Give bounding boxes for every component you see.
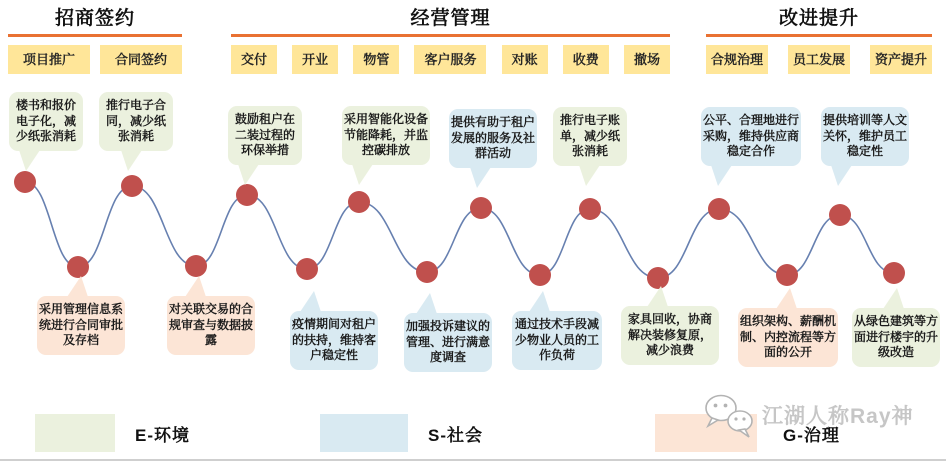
phase-title: 改进提升	[778, 8, 859, 29]
journey-dot	[236, 184, 258, 206]
callout-s	[512, 311, 602, 370]
journey-dot	[348, 191, 370, 213]
journey-dot	[416, 261, 438, 283]
callout-text: 鼓励租户在二装过程的环保举措	[234, 112, 295, 157]
journey-dot	[14, 171, 36, 193]
callout-g	[167, 296, 255, 355]
callout-e	[228, 106, 302, 165]
stage-box: 交付	[231, 45, 277, 74]
journey-dot	[883, 262, 905, 284]
callout-text: 采用智能化设备节能降耗，并监控碳排放	[344, 112, 429, 157]
legend-item-environment	[35, 414, 190, 452]
legend-label: S-社会	[428, 425, 483, 445]
callout-text: 疫情期间对租户的扶持，维持客户稳定性	[292, 317, 377, 362]
callout-tail	[121, 150, 142, 171]
stage-box: 收费	[563, 45, 609, 74]
callout-s	[404, 313, 492, 372]
callout-e	[9, 92, 83, 151]
callout-tail	[300, 291, 321, 312]
callout-e	[342, 106, 430, 165]
legend-swatch-environment	[35, 414, 115, 452]
watermark-text: 江湖人称Ray神	[762, 405, 914, 428]
callout-tail	[67, 276, 88, 297]
wave-line	[25, 182, 894, 278]
callout-tail	[238, 164, 259, 185]
callout-g	[738, 308, 838, 367]
callout-text: 推行电子合同，减少纸张消耗	[105, 98, 166, 143]
callout-text: 通过技术手段减少物业人员的工作负荷	[514, 317, 599, 362]
watermark	[700, 392, 914, 442]
callout-tail	[711, 165, 732, 186]
phase-title: 招商签约	[54, 8, 135, 29]
callout-s	[290, 311, 378, 370]
stage-box: 撤场	[624, 45, 670, 74]
journey-dot	[470, 197, 492, 219]
stage-box: 员工发展	[788, 45, 850, 74]
callout-s	[449, 109, 537, 168]
callout-text: 家具回收，协商解决装修复原，减少浪费	[627, 312, 712, 357]
callout-g	[37, 296, 125, 355]
callout-tail	[185, 276, 206, 297]
callout-text: 楼书和报价电子化，减少纸张消耗	[15, 98, 76, 143]
stage-box: 合同签约	[100, 45, 182, 74]
callout-text: 从绿色建筑等方面进行楼宇的升级改造	[854, 314, 939, 359]
callout-tail	[883, 288, 904, 309]
callout-text: 加强投诉建议的管理、进行满意度调查	[406, 319, 491, 364]
journey-dot	[185, 255, 207, 277]
journey-dot	[776, 264, 798, 286]
journey-dot	[296, 258, 318, 280]
callout-text: 采用管理信息系统进行合同审批及存档	[39, 302, 124, 347]
callout-text: 公平、合理地进行采购，维持供应商稳定合作	[703, 113, 800, 158]
callout-tail	[529, 291, 550, 312]
callout-tail	[647, 286, 668, 307]
stage-box: 合规治理	[706, 45, 768, 74]
legend-swatch-social	[320, 414, 408, 452]
stage-box: 对账	[502, 45, 548, 74]
callout-e	[621, 306, 719, 365]
callout-tail	[19, 150, 40, 171]
stage-box: 客户服务	[414, 45, 486, 74]
legend-label: G-治理	[783, 425, 840, 445]
stage-box: 项目推广	[8, 45, 90, 74]
journey-dot	[829, 204, 851, 226]
callout-text: 组织架构、薪酬机制、内控流程等方面的公开	[740, 314, 837, 359]
callout-e	[852, 308, 940, 367]
callout-text: 提供培训等人文关怀，维护员工稳定性	[823, 113, 908, 158]
journey-dot	[67, 256, 89, 278]
stage-box: 物管	[353, 45, 399, 74]
callout-tail	[470, 167, 491, 188]
wechat-icon	[700, 392, 758, 442]
callout-text: 对关联交易的合规审查与数据披露	[169, 302, 254, 347]
journey-dot	[529, 264, 551, 286]
phase-title: 经营管理	[410, 8, 491, 29]
stage-box: 开业	[292, 45, 338, 74]
callout-e	[553, 107, 627, 166]
legend-label: E-环境	[135, 425, 190, 445]
legend-item-social	[320, 414, 483, 452]
callout-s	[821, 107, 909, 166]
journey-dot	[121, 175, 143, 197]
callout-tail	[416, 293, 437, 314]
callout-tail	[579, 165, 600, 186]
callout-s	[701, 107, 801, 166]
stage-box: 资产提升	[870, 45, 932, 74]
journey-dot	[708, 198, 730, 220]
callout-text: 提供有助于租户发展的服务及社群活动	[451, 115, 536, 160]
journey-dot	[579, 198, 601, 220]
callout-tail	[831, 165, 852, 186]
callout-tail	[352, 164, 373, 185]
callout-text: 推行电子账单，减少纸张消耗	[559, 113, 620, 158]
callout-e	[99, 92, 173, 151]
callout-tail	[776, 288, 797, 309]
